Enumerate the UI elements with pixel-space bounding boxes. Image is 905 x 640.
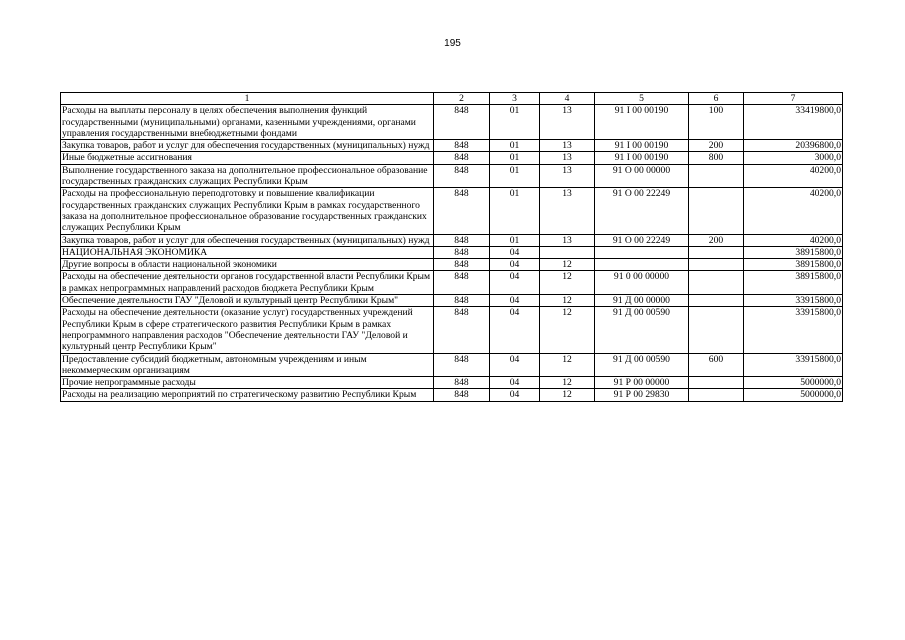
row-code-gr: 848 bbox=[434, 234, 490, 246]
row-section: 04 bbox=[490, 246, 540, 258]
row-subsection: 12 bbox=[540, 353, 595, 377]
row-expense-type: 600 bbox=[689, 353, 744, 377]
row-target: 91 I 00 00190 bbox=[595, 105, 689, 140]
row-name: Расходы на обеспечение деятельности органов государственной власти Республики Крым в рамках непрограммных направлений расходов бюджета Республики Крым bbox=[61, 271, 434, 295]
row-section: 01 bbox=[490, 105, 540, 140]
row-name: НАЦИОНАЛЬНАЯ ЭКОНОМИКА bbox=[61, 246, 434, 258]
row-code-gr: 848 bbox=[434, 246, 490, 258]
row-section: 04 bbox=[490, 353, 540, 377]
row-section: 01 bbox=[490, 164, 540, 188]
row-code-gr: 848 bbox=[434, 259, 490, 271]
row-name: Предоставление субсидий бюджетным, автономным учреждениям и иным некоммерческим организациям bbox=[61, 353, 434, 377]
row-expense-type bbox=[689, 259, 744, 271]
row-subsection: 13 bbox=[540, 164, 595, 188]
row-name: Закупка товаров, работ и услуг для обеспечения государственных (муниципальных) нужд bbox=[61, 140, 434, 152]
table-row bbox=[61, 353, 843, 377]
row-amount: 40200,0 bbox=[744, 164, 843, 188]
table-row bbox=[61, 234, 843, 246]
row-name: Расходы на профессиональную переподготовку и повышение квалификации государственных гражданских служащих Республики Крым в рамках государственного заказа на дополнительное профессиональное образование государственных гражданских служащих Республики Крым bbox=[61, 188, 434, 234]
table-row bbox=[61, 164, 843, 188]
header-cell: 2 bbox=[434, 93, 490, 105]
row-code-gr: 848 bbox=[434, 164, 490, 188]
table-row bbox=[61, 271, 843, 295]
table-row bbox=[61, 259, 843, 271]
table-row bbox=[61, 295, 843, 307]
row-target: 91 Р 00 00000 bbox=[595, 377, 689, 389]
row-section: 01 bbox=[490, 152, 540, 164]
row-name: Расходы на реализацию мероприятий по стратегическому развитию Республики Крым bbox=[61, 389, 434, 401]
row-name: Закупка товаров, работ и услуг для обеспечения государственных (муниципальных) нужд bbox=[61, 234, 434, 246]
row-expense-type bbox=[689, 188, 744, 234]
row-expense-type bbox=[689, 295, 744, 307]
row-subsection: 12 bbox=[540, 259, 595, 271]
row-amount: 40200,0 bbox=[744, 234, 843, 246]
row-name: Другие вопросы в области национальной экономики bbox=[61, 259, 434, 271]
row-target bbox=[595, 246, 689, 258]
row-target: 91 0 00 00000 bbox=[595, 271, 689, 295]
row-code-gr: 848 bbox=[434, 353, 490, 377]
row-amount: 38915800,0 bbox=[744, 271, 843, 295]
row-amount: 38915800,0 bbox=[744, 259, 843, 271]
row-expense-type bbox=[689, 389, 744, 401]
row-expense-type: 100 bbox=[689, 105, 744, 140]
table-row bbox=[61, 105, 843, 140]
row-expense-type bbox=[689, 271, 744, 295]
row-target: 91 О 00 00000 bbox=[595, 164, 689, 188]
row-section: 04 bbox=[490, 271, 540, 295]
row-amount: 3000,0 bbox=[744, 152, 843, 164]
row-code-gr: 848 bbox=[434, 188, 490, 234]
row-subsection: 12 bbox=[540, 377, 595, 389]
row-subsection bbox=[540, 246, 595, 258]
table-row bbox=[61, 377, 843, 389]
row-code-gr: 848 bbox=[434, 105, 490, 140]
header-cell: 1 bbox=[61, 93, 434, 105]
row-target: 91 О 00 22249 bbox=[595, 234, 689, 246]
row-subsection: 13 bbox=[540, 140, 595, 152]
row-target: 91 I 00 00190 bbox=[595, 140, 689, 152]
page-number: 195 bbox=[444, 38, 461, 49]
row-expense-type: 200 bbox=[689, 140, 744, 152]
header-row bbox=[61, 93, 843, 105]
row-expense-type bbox=[689, 307, 744, 353]
row-subsection: 13 bbox=[540, 152, 595, 164]
row-amount: 5000000,0 bbox=[744, 377, 843, 389]
row-target bbox=[595, 259, 689, 271]
row-name: Иные бюджетные ассигнования bbox=[61, 152, 434, 164]
header-cell: 6 bbox=[689, 93, 744, 105]
row-amount: 33915800,0 bbox=[744, 353, 843, 377]
table-row bbox=[61, 307, 843, 353]
row-amount: 5000000,0 bbox=[744, 389, 843, 401]
row-code-gr: 848 bbox=[434, 152, 490, 164]
row-expense-type: 200 bbox=[689, 234, 744, 246]
row-subsection: 12 bbox=[540, 389, 595, 401]
row-name: Прочие непрограммные расходы bbox=[61, 377, 434, 389]
table-row bbox=[61, 246, 843, 258]
table-row bbox=[61, 140, 843, 152]
row-expense-type bbox=[689, 377, 744, 389]
row-subsection: 13 bbox=[540, 188, 595, 234]
row-code-gr: 848 bbox=[434, 377, 490, 389]
row-section: 04 bbox=[490, 377, 540, 389]
header-cell: 5 bbox=[595, 93, 689, 105]
row-section: 01 bbox=[490, 188, 540, 234]
row-expense-type bbox=[689, 164, 744, 188]
row-subsection: 12 bbox=[540, 295, 595, 307]
row-section: 04 bbox=[490, 307, 540, 353]
header-cell: 7 bbox=[744, 93, 843, 105]
row-expense-type bbox=[689, 246, 744, 258]
row-name: Расходы на обеспечение деятельности (оказание услуг) государственных учреждений Республики Крым в сфере стратегического развития Республики Крым в рамках непрограммного направления расходов "Обеспечение деятельности ГАУ "Деловой и культурный центр Республики Крым" bbox=[61, 307, 434, 353]
header-cell: 4 bbox=[540, 93, 595, 105]
row-section: 04 bbox=[490, 389, 540, 401]
row-target: 91 Р 00 29830 bbox=[595, 389, 689, 401]
row-section: 01 bbox=[490, 234, 540, 246]
row-target: 91 I 00 00190 bbox=[595, 152, 689, 164]
row-code-gr: 848 bbox=[434, 307, 490, 353]
row-name: Расходы на выплаты персоналу в целях обеспечения выполнения функций государственными (муниципальными) органами, казенными учреждениями, органами управления государственными внебюджетными фондами bbox=[61, 105, 434, 140]
row-target: 91 Д 00 00590 bbox=[595, 353, 689, 377]
table-row bbox=[61, 152, 843, 164]
row-amount: 33915800,0 bbox=[744, 307, 843, 353]
row-expense-type: 800 bbox=[689, 152, 744, 164]
row-amount: 33915800,0 bbox=[744, 295, 843, 307]
row-section: 04 bbox=[490, 295, 540, 307]
header-cell: 3 bbox=[490, 93, 540, 105]
table-row bbox=[61, 188, 843, 234]
row-amount: 38915800,0 bbox=[744, 246, 843, 258]
table-row bbox=[61, 389, 843, 401]
row-subsection: 12 bbox=[540, 307, 595, 353]
row-code-gr: 848 bbox=[434, 271, 490, 295]
row-amount: 33419800,0 bbox=[744, 105, 843, 140]
row-target: 91 Д 00 00590 bbox=[595, 307, 689, 353]
row-target: 91 Д 00 00000 bbox=[595, 295, 689, 307]
row-name: Выполнение государственного заказа на дополнительное профессиональное образование государственных гражданских служащих Республики Крым bbox=[61, 164, 434, 188]
row-section: 04 bbox=[490, 259, 540, 271]
row-subsection: 13 bbox=[540, 234, 595, 246]
row-section: 01 bbox=[490, 140, 540, 152]
row-code-gr: 848 bbox=[434, 140, 490, 152]
row-name: Обеспечение деятельности ГАУ "Деловой и культурный центр Республики Крым" bbox=[61, 295, 434, 307]
row-subsection: 12 bbox=[540, 271, 595, 295]
budget-table bbox=[60, 92, 843, 402]
row-code-gr: 848 bbox=[434, 295, 490, 307]
row-code-gr: 848 bbox=[434, 389, 490, 401]
row-target: 91 О 00 22249 bbox=[595, 188, 689, 234]
row-amount: 40200,0 bbox=[744, 188, 843, 234]
row-amount: 20396800,0 bbox=[744, 140, 843, 152]
row-subsection: 13 bbox=[540, 105, 595, 140]
